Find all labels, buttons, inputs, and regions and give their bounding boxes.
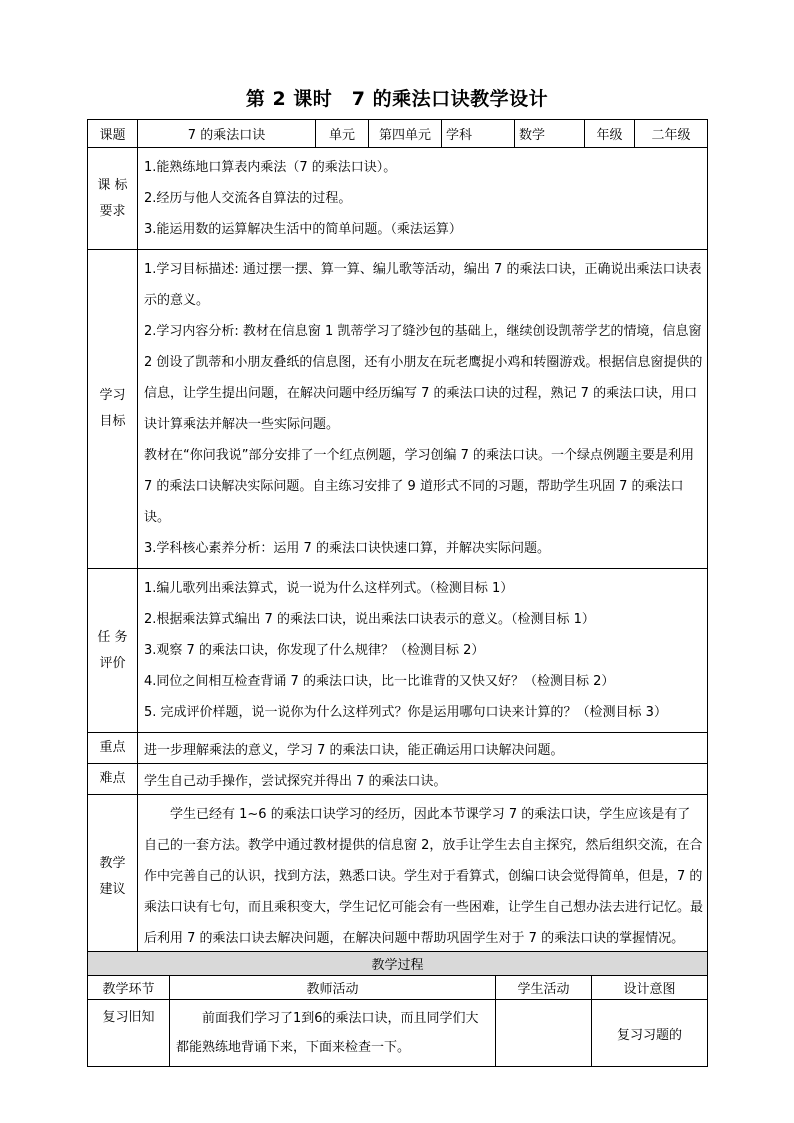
col-intent-header: 设计意图 bbox=[592, 976, 708, 1000]
tasks-label bbox=[88, 569, 138, 733]
key-point-row bbox=[88, 733, 708, 764]
col-step-header: 教学环节 bbox=[88, 976, 170, 1000]
standards-item: 3.能运用数的运算解决生活中的简单问题。（乘法运算） bbox=[144, 222, 462, 237]
col-teacher-header: 教师活动 bbox=[170, 976, 496, 1000]
suggestion-label-line1: 教学 bbox=[99, 855, 126, 871]
standards-label-line1: 课 标 bbox=[97, 177, 128, 193]
difficulty-content: 学生自己动手操作，尝试探究并得出 7 的乘法口诀。 bbox=[138, 764, 708, 795]
objectives-label bbox=[88, 250, 138, 569]
header-row bbox=[88, 120, 708, 148]
objectives-item: 2.学习内容分析: 教材在信息窗 1 凯蒂学习了缝沙包的基础上，继续创设凯蒂学艺的情境，信息窗 2 创设了凯蒂和小朋友叠纸的信息图，还有小朋友在玩老鹰捉小鸡和转圈游戏。根据信息窗提供的信息，让学生提出问题，在解决问题中经历编写 7 的乘法口诀的过程，熟记 7 的乘法口诀，用口诀计算乘法并解决一些实际问题。 bbox=[144, 324, 703, 432]
objectives-label-line2: 目标 bbox=[99, 414, 126, 429]
difficulty-label: 难点 bbox=[88, 764, 138, 795]
tasks-label-line2: 评价 bbox=[99, 655, 126, 671]
unit-value: 第四单元 bbox=[369, 120, 442, 148]
standards-item: 2.经历与他人交流各自算法的过程。 bbox=[144, 191, 352, 206]
objectives-item: 教材在“你问我说”部分安排了一个红点例题，学习创编 7 的乘法口诀。一个绿点例题主要是利用 7 的乘法口诀解决实际问题。自主练习安排了 9 道形式不同的习题，帮助学生巩固 7 的乘法口诀。 bbox=[144, 448, 695, 525]
subject-value: 数学 bbox=[515, 120, 585, 148]
topic-value: 7 的乘法口诀 bbox=[138, 120, 316, 148]
difficulty-row bbox=[88, 764, 708, 795]
tasks-label-line1: 任 务 bbox=[97, 629, 128, 645]
unit-label: 单元 bbox=[316, 120, 369, 148]
lesson-info-table bbox=[87, 119, 708, 959]
tasks-item: 3.观察 7 的乘法口诀，你发现了什么规律？（检测目标 2） bbox=[144, 643, 485, 658]
process-row bbox=[88, 1000, 708, 1067]
suggestion-text: 学生已经有 1~6 的乘法口诀学习的经历，因此本节课学习 7 的乘法口诀，学生应该是有了自己的一套方法。教学中通过教材提供的信息窗 2，放手让学生去自主探究，然后组织交流，在合作中完善自己的认识，找到方法，熟悉口诀。学生对于看算式，创编口诀会觉得简单，但是，7 的乘法口诀有七句，而且乘积变大，学生记忆可能会有一些困难，让学生自己想办法去进行记忆。最后利用 7 的乘法口诀去解决问题，在解决问题中帮助巩固学生对于 7 的乘法口诀的掌握情况。 bbox=[144, 807, 704, 946]
process-title: 教学过程 bbox=[88, 952, 708, 976]
objectives-label-line1: 学习 bbox=[99, 388, 126, 403]
suggestion-label bbox=[88, 795, 138, 959]
suggestion-label-line2: 建议 bbox=[99, 881, 126, 897]
row1-step: 复习旧知 bbox=[88, 1000, 170, 1067]
tasks-item: 1.编儿歌列出乘法算式，说一说为什么这样列式。（检测目标 1） bbox=[144, 581, 514, 596]
objectives-item: 1.学习目标描述: 通过摆一摆、算一算、编儿歌等活动，编出 7 的乘法口诀，正确说出乘法口诀表示的意义。 bbox=[144, 262, 702, 308]
teaching-process-table bbox=[87, 951, 708, 1067]
objectives-item: 3.学科核心素养分析：运用 7 的乘法口诀快速口算，并解决实际问题。 bbox=[144, 541, 550, 556]
grade-label: 年级 bbox=[585, 120, 635, 148]
tasks-row bbox=[88, 569, 708, 733]
key-point-content: 进一步理解乘法的意义，学习 7 的乘法口诀，能正确运用口诀解决问题。 bbox=[138, 733, 708, 764]
objectives-row bbox=[88, 250, 708, 569]
process-header-row bbox=[88, 976, 708, 1000]
key-point-label: 重点 bbox=[88, 733, 138, 764]
tasks-item: 5. 完成评价样题，说一说你为什么这样列式？你是运用哪句口诀来计算的？（检测目标 3） bbox=[144, 705, 667, 720]
process-title-row bbox=[88, 952, 708, 976]
suggestion-row bbox=[88, 795, 708, 959]
row1-student bbox=[496, 1000, 592, 1067]
row1-teacher: 前面我们学习了1到6的乘法口诀，而且同学们大都能熟练地背诵下来，下面来检查一下。 bbox=[170, 1000, 496, 1067]
standards-content bbox=[138, 148, 708, 250]
standards-label-line2: 要求 bbox=[99, 203, 126, 219]
topic-label: 课题 bbox=[88, 120, 138, 148]
tasks-content bbox=[138, 569, 708, 733]
row1-intent: 复习习题的 bbox=[592, 1000, 708, 1067]
subject-label: 学科 bbox=[442, 120, 515, 148]
suggestion-content bbox=[138, 795, 708, 959]
objectives-content bbox=[138, 250, 708, 569]
page-title: 第 2 课时 7 的乘法口诀教学设计 bbox=[245, 88, 549, 110]
tasks-item: 4.同位之间相互检查背诵 7 的乘法口诀，比一比谁背的又快又好？（检测目标 2） bbox=[144, 674, 615, 689]
standards-item: 1.能熟练地口算表内乘法（7 的乘法口诀）。 bbox=[144, 160, 397, 175]
col-student-header: 学生活动 bbox=[496, 976, 592, 1000]
tasks-item: 2.根据乘法算式编出 7 的乘法口诀，说出乘法口诀表示的意义。（检测目标 1） bbox=[144, 612, 595, 627]
standards-label bbox=[88, 148, 138, 250]
grade-value: 二年级 bbox=[635, 120, 708, 148]
standards-row bbox=[88, 148, 708, 250]
